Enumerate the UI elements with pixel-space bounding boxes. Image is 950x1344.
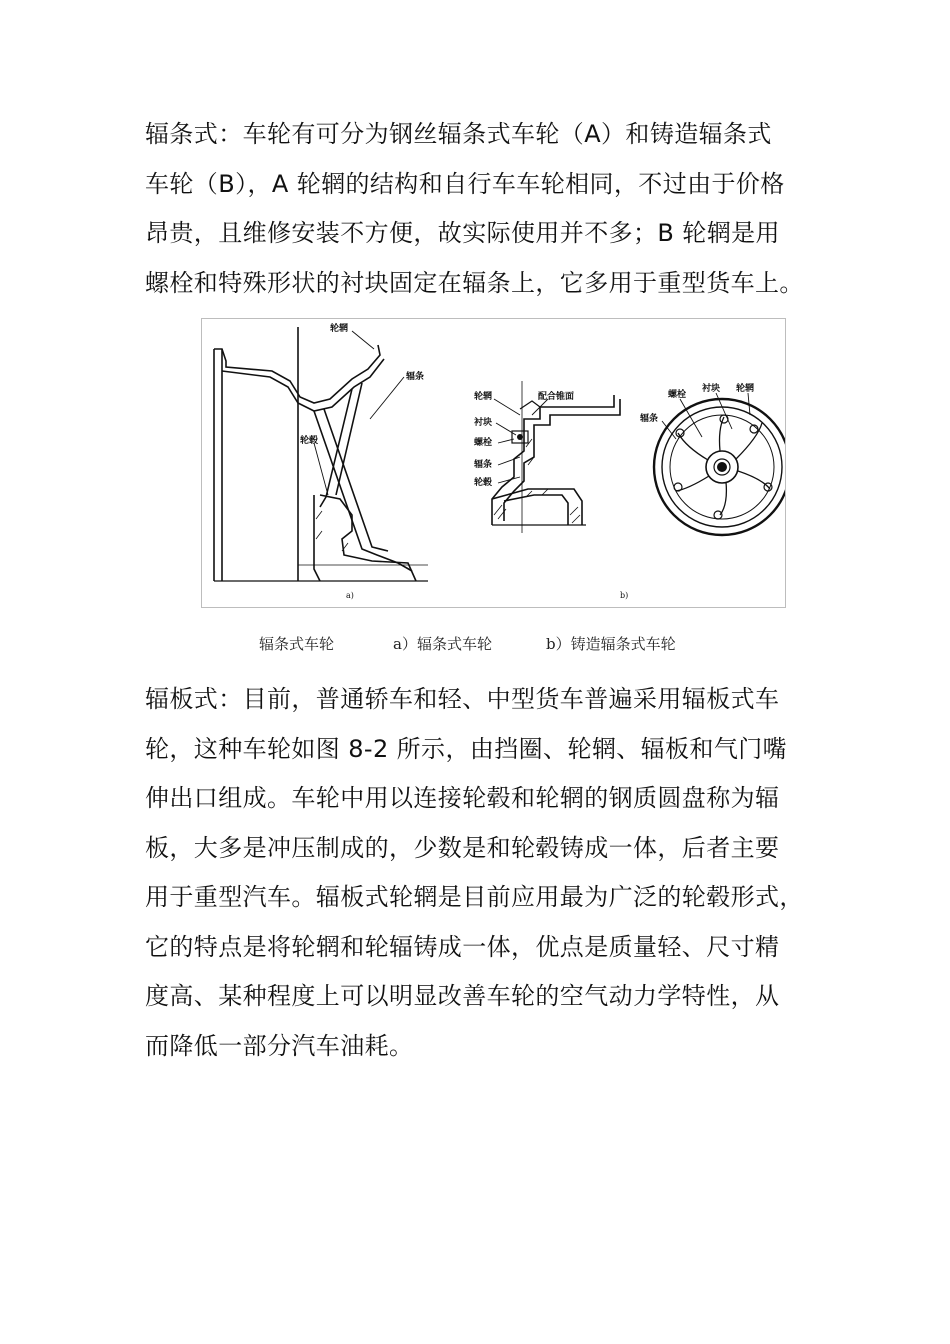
label-rim-a: 轮辋 — [330, 324, 349, 334]
paragraph-line: 用于重型汽车。辐板式轮辋是目前应用最为广泛的轮毂形式， — [145, 883, 804, 911]
label-bolt-c: 螺栓 — [668, 390, 687, 400]
label-tag-a: a) — [346, 591, 354, 600]
label-spoke-a: 辐条 — [406, 372, 425, 382]
spoke-wheel-paragraph — [145, 110, 820, 308]
paragraph-line: 而降低一部分汽车油耗。 — [145, 1031, 414, 1060]
label-spoke-b: 辐条 — [474, 460, 493, 470]
label-rim-c: 轮辋 — [736, 384, 755, 394]
paragraph-line: 螺栓和特殊形状的衬块固定在辐条上，它多用于重型货车上。 — [145, 268, 804, 297]
spoke-wheel-figure — [201, 318, 786, 608]
paragraph-line: 板，大多是冲压制成的，少数是和轮毂铸成一体，后者主要 — [145, 833, 780, 862]
paragraph-line: 辐条式：车轮有可分为钢丝辐条式车轮（A）和铸造辐条式 — [145, 120, 772, 148]
caption-a: a）辐条式车轮 — [393, 635, 492, 653]
label-rim-b: 轮辋 — [474, 392, 493, 402]
wheel-cross-section-diagram — [202, 319, 785, 607]
label-spoke-c: 辐条 — [640, 414, 659, 424]
label-bolt-b: 螺栓 — [474, 438, 493, 448]
label-mating-cone-b: 配合锥面 — [538, 392, 575, 402]
paragraph-line: 伸出口组成。车轮中用以连接轮毂和轮辋的钢质圆盘称为辐 — [145, 784, 780, 812]
paragraph-line: 它的特点是将轮辋和轮辐铸成一体，优点是质量轻、尺寸精 — [145, 932, 780, 961]
label-hub-a: 轮毂 — [300, 436, 319, 446]
paragraph-line: 度高、某种程度上可以明显改善车轮的空气动力学特性，从 — [145, 982, 780, 1010]
label-tag-b: b) — [620, 591, 629, 600]
disc-wheel-paragraph — [145, 675, 820, 1071]
paragraph-line: 车轮（B），A 轮辋的结构和自行车车轮相同，不过由于价格 — [145, 169, 785, 198]
caption-main: 辐条式车轮 — [259, 635, 335, 653]
paragraph-line: 轮，这种车轮如图 8-2 所示，由挡圈、轮辋、辐板和气门嘴 — [145, 734, 788, 763]
label-liner-b: 衬块 — [474, 418, 493, 428]
label-liner-c: 衬块 — [702, 384, 721, 394]
paragraph-line: 辐板式：目前，普通轿车和轻、中型货车普遍采用辐板式车 — [145, 685, 780, 713]
label-hub-b: 轮毂 — [474, 478, 493, 488]
caption-b: b）铸造辐条式车轮 — [546, 635, 676, 653]
paragraph-line: 昂贵，且维修安装不方便，故实际使用并不多；B 轮辋是用 — [145, 219, 780, 247]
